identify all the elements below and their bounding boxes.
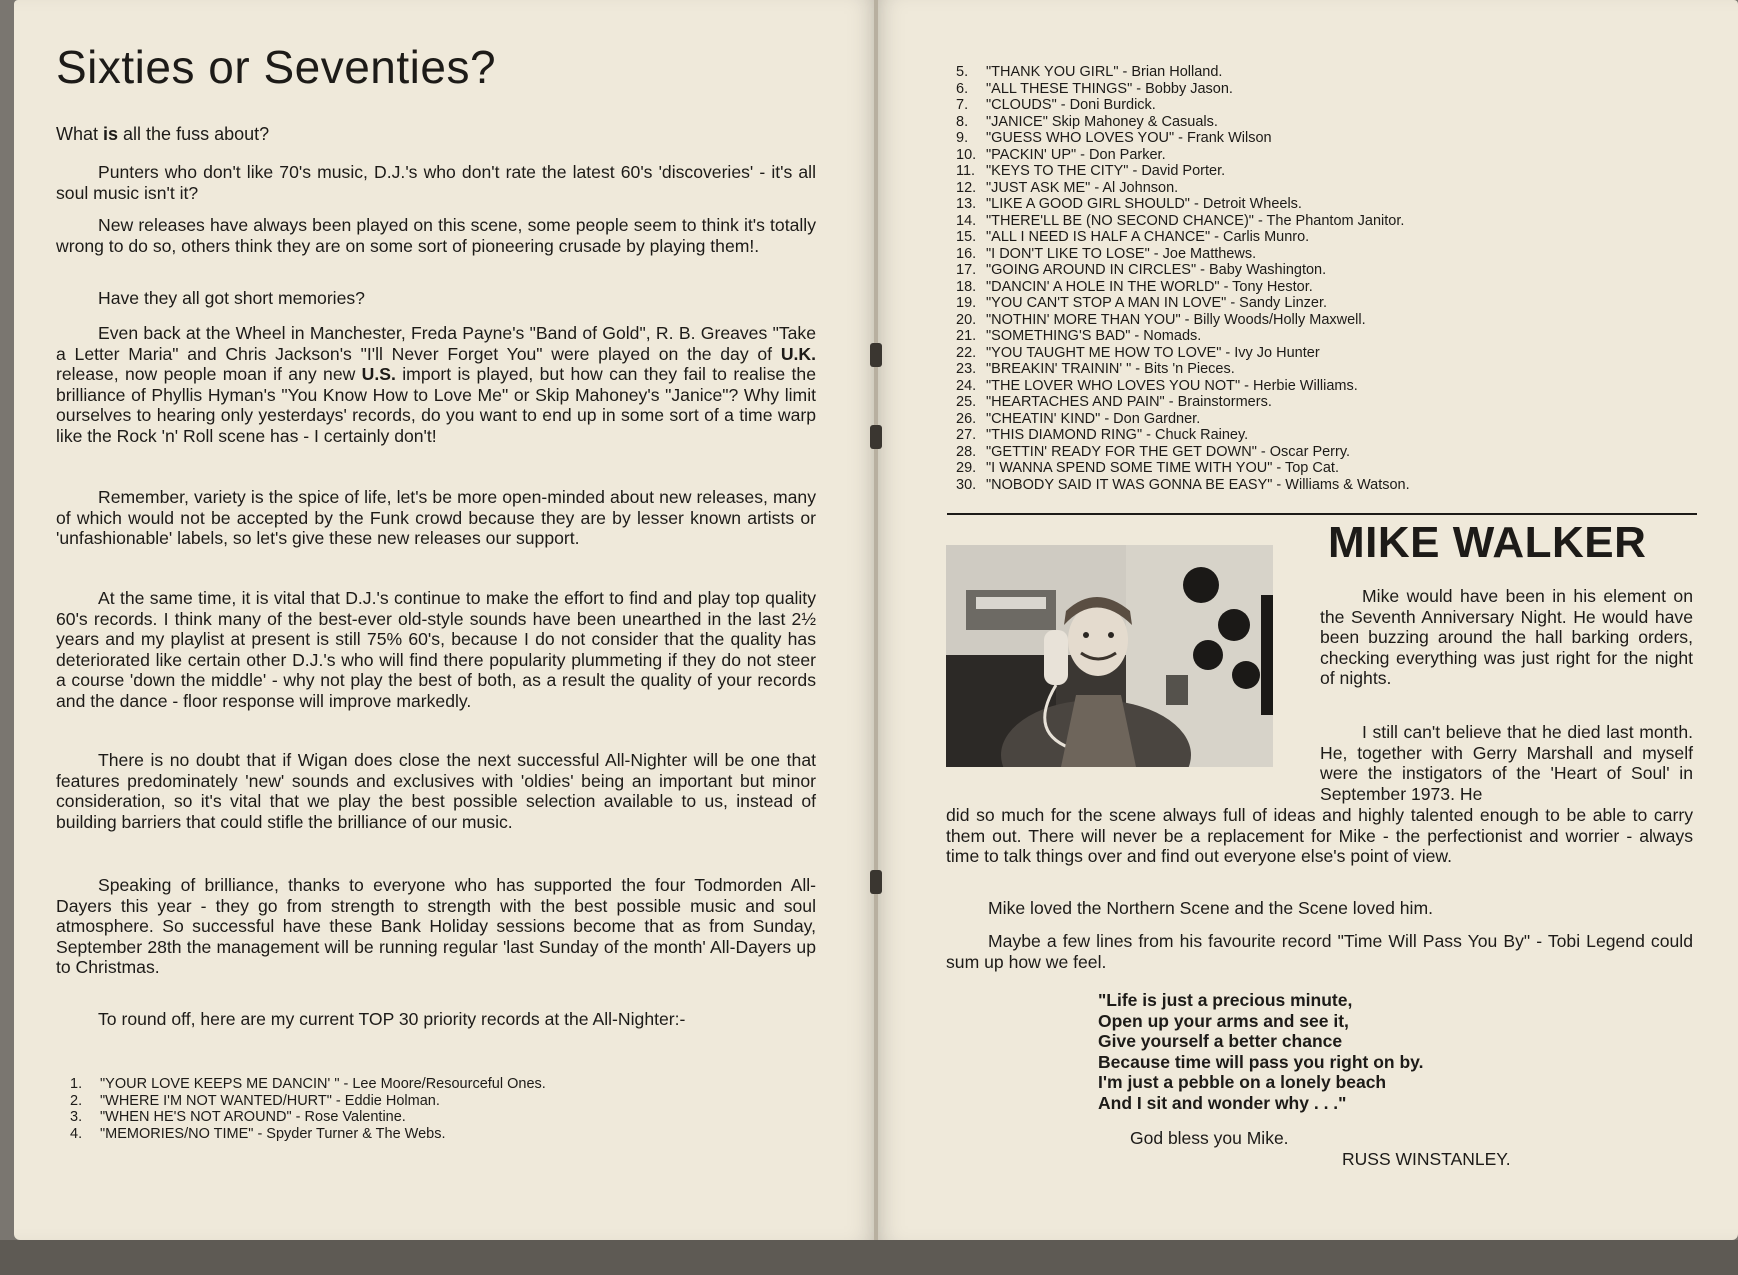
- list-item-text: "HEARTACHES AND PAIN" - Brainstormers.: [986, 394, 1272, 410]
- paragraph-3: Have they all got short memories?: [98, 288, 365, 308]
- list-item-number: 17.: [956, 262, 977, 278]
- list-item-text: "CHEATIN' KIND" - Don Gardner.: [986, 410, 1201, 427]
- list-item: [956, 361, 1410, 378]
- list-item: [956, 180, 1410, 197]
- list-item-number: 4.: [70, 1125, 83, 1142]
- tribute-paragraph-4: Maybe a few lines from his favourite record "Time Will Pass You By" - Tobi Legend could sum up how we feel.: [946, 931, 1693, 972]
- list-item: [70, 1093, 546, 1110]
- list-item-number: 26.: [956, 410, 977, 427]
- list-item: [956, 81, 1410, 98]
- list-item-text: "I WANNA SPEND SOME TIME WITH YOU" - Top Cat.: [986, 460, 1339, 476]
- staple-mid: [870, 425, 882, 449]
- list-item: [70, 1109, 546, 1126]
- mike-walker-photo: [946, 545, 1273, 767]
- list-item: [956, 477, 1410, 494]
- table-surface: [0, 1240, 1738, 1275]
- list-item: [956, 213, 1410, 230]
- paragraph-6: At the same time, it is vital that D.J.'s continue to make the effort to find and play top quality 60's records. I think many of the best-ever old-style sounds have been unearthed in the last 2½ years and my playlist at present is still 75% 60's, because I do not consider that the quality has deteriorated like certain other D.J.'s who will find there popularity plummeting if they do not steer a course 'down the middle' - why not play the best of both, as a result the quality of your records and the dance - floor response will improve markedly.: [56, 588, 816, 711]
- list-item-number: 9.: [956, 130, 969, 146]
- list-item-text: "PACKIN' UP" - Don Parker.: [986, 146, 1166, 163]
- list-item-text: "THE LOVER WHO LOVES YOU NOT" - Herbie Williams.: [986, 377, 1358, 394]
- tribute-paragraph-2: I still can't believe that he died last month. He, together with Gerry Marshall and myself were the instigators of the 'Heart of Soul' in September 1973. He: [1320, 722, 1693, 804]
- list-item-text: "BREAKIN' TRAININ' " - Bits 'n Pieces.: [986, 361, 1235, 377]
- paragraph-8: Speaking of brilliance, thanks to everyone who has supported the four Todmorden All-Dayers this year - they go from strength to strength with the best possible music and soul atmosphere. So successful have these Bank Holiday sessions become that as from Sunday, September 28th the management will be running regular 'last Sunday of the month' All-Dayers up to Christmas.: [56, 875, 816, 977]
- list-item-text: "THANK YOU GIRL" - Brian Holland.: [986, 64, 1223, 80]
- list-item: [70, 1126, 546, 1143]
- list-item-text: "LIKE A GOOD GIRL SHOULD" - Detroit Wheels.: [986, 196, 1302, 212]
- list-item-text: "SOMETHING'S BAD" - Nomads.: [986, 328, 1202, 344]
- list-item-text: "NOBODY SAID IT WAS GONNA BE EASY" - Williams & Watson.: [986, 476, 1410, 493]
- list-item-text: "YOU CAN'T STOP A MAN IN LOVE" - Sandy Linzer.: [986, 295, 1328, 311]
- blessing-line: God bless you Mike.: [1130, 1128, 1289, 1148]
- list-item-number: 1.: [70, 1076, 83, 1092]
- list-item: [956, 378, 1410, 395]
- list-item-number: 23.: [956, 361, 977, 377]
- list-item-number: 27.: [956, 427, 977, 443]
- top30-list-part1: [70, 1076, 546, 1142]
- list-item-number: 16.: [956, 245, 977, 262]
- list-item: [956, 460, 1410, 477]
- list-item-text: "NOTHIN' MORE THAN YOU" - Billy Woods/Holly Maxwell.: [986, 311, 1366, 328]
- list-item-number: 7.: [956, 97, 969, 113]
- list-item: [70, 1076, 546, 1093]
- list-item: [956, 328, 1410, 345]
- list-item: [956, 246, 1410, 263]
- list-item-text: "I DON'T LIKE TO LOSE" - Joe Matthews.: [986, 245, 1257, 262]
- list-item-text: "WHEN HE'S NOT AROUND" - Rose Valentine.: [100, 1109, 406, 1125]
- quote-line: Because time will pass you right on by.: [1098, 1051, 1424, 1072]
- list-item-number: 30.: [956, 476, 977, 493]
- list-item-text: "JUST ASK ME" - Al Johnson.: [986, 179, 1179, 196]
- list-item-text: "KEYS TO THE CITY" - David Porter.: [986, 163, 1226, 179]
- list-item-number: 15.: [956, 229, 977, 245]
- paragraph-5: Remember, variety is the spice of life, let's be more open-minded about new releases, many of which would not be accepted by the Funk crowd because they are by lesser known artists or 'unfashionable' labels, so let's give these new releases our support.: [56, 487, 816, 548]
- list-item-text: "JANICE" Skip Mahoney & Casuals.: [986, 113, 1218, 130]
- list-item: [956, 64, 1410, 81]
- list-item-text: "ALL I NEED IS HALF A CHANCE" - Carlis Munro.: [986, 229, 1310, 245]
- paragraph-7: There is no doubt that if Wigan does close the next successful All-Nighter will be one that features predominately 'new' sounds and exclusives with 'oldies' being an important but minor consideration, so it's vital that we play the best possible selection available to us, instead of building barriers that could stifle the brilliance of our music.: [56, 750, 816, 832]
- quote-line: "Life is just a precious minute,: [1098, 990, 1353, 1010]
- list-item: [956, 345, 1410, 362]
- tribute-paragraph-1: Mike would have been in his element on the Seventh Anniversary Night. He would have been buzzing around the hall barking orders, checking everything was just right for the night of nights.: [1320, 586, 1693, 688]
- list-item-number: 20.: [956, 311, 977, 328]
- list-item-number: 11.: [956, 163, 976, 179]
- list-item-number: 13.: [956, 196, 977, 212]
- list-item: [956, 394, 1410, 411]
- list-item-text: "GOING AROUND IN CIRCLES" - Baby Washington.: [986, 262, 1327, 278]
- list-item: [956, 229, 1410, 246]
- list-item-number: 3.: [70, 1109, 83, 1125]
- list-item: [956, 279, 1410, 296]
- list-item-number: 24.: [956, 377, 977, 394]
- list-item: [956, 295, 1410, 312]
- list-item: [956, 97, 1410, 114]
- list-item: [956, 444, 1410, 461]
- list-item: [956, 163, 1410, 180]
- staple-top: [870, 343, 882, 367]
- top30-list-part2: [956, 64, 1410, 493]
- tribute-title: MIKE WALKER: [1328, 518, 1647, 567]
- list-item-number: 19.: [956, 295, 977, 311]
- list-item-text: "THERE'LL BE (NO SECOND CHANCE)" - The Phantom Janitor.: [986, 212, 1405, 229]
- list-item-text: "GETTIN' READY FOR THE GET DOWN" - Oscar Perry.: [986, 443, 1351, 460]
- list-item-text: "MEMORIES/NO TIME" - Spyder Turner & The Webs.: [100, 1125, 446, 1142]
- list-item-number: 5.: [956, 64, 969, 80]
- list-item-number: 29.: [956, 460, 977, 476]
- quote-line: Open up your arms and see it,: [1098, 1010, 1349, 1031]
- list-item: [956, 130, 1410, 147]
- song-quote: [1098, 990, 1423, 1113]
- tribute-paragraph-2-cont: did so much for the scene always full of ideas and highly talented enough to be able to carry them out. There will never be a replacement for Mike - the perfectionist and worrier - always time to talk things over and find out everyone else's point of view.: [946, 805, 1693, 866]
- list-item: [956, 147, 1410, 164]
- list-item-number: 14.: [956, 212, 977, 229]
- book-spine: [874, 0, 878, 1240]
- list-item-number: 25.: [956, 394, 977, 410]
- list-item-number: 22.: [956, 344, 977, 361]
- list-item-number: 12.: [956, 179, 977, 196]
- list-item-text: "GUESS WHO LOVES YOU" - Frank Wilson: [986, 130, 1272, 146]
- paragraph-9: To round off, here are my current TOP 30 priority records at the All-Nighter:-: [98, 1009, 686, 1029]
- list-item-number: 28.: [956, 443, 977, 460]
- quote-line: I'm just a pebble on a lonely beach: [1098, 1072, 1387, 1092]
- list-item-number: 8.: [956, 113, 969, 130]
- author-signature: RUSS WINSTANLEY.: [1342, 1149, 1511, 1169]
- list-item-text: "ALL THESE THINGS" - Bobby Jason.: [986, 80, 1233, 97]
- list-item-number: 6.: [956, 80, 969, 97]
- list-item-text: "DANCIN' A HOLE IN THE WORLD" - Tony Hestor.: [986, 278, 1313, 295]
- quote-line: And I sit and wonder why . . .": [1098, 1092, 1347, 1113]
- staple-bottom: [870, 870, 882, 894]
- paragraph-1: Punters who don't like 70's music, D.J.'s who don't rate the latest 60's 'discoveries' - it's all soul music isn't it?: [56, 162, 816, 203]
- list-item: [956, 114, 1410, 131]
- list-item-number: 10.: [956, 146, 977, 163]
- list-item: [956, 427, 1410, 444]
- article-subhead: What is all the fuss about?: [56, 124, 270, 144]
- article-title: Sixties or Seventies?: [56, 41, 497, 93]
- paragraph-4: Even back at the Wheel in Manchester, Freda Payne's "Band of Gold", R. B. Greaves "Take a Letter Maria" and Chris Jackson's "I'll Never Forget You" were played on the day of U.K. release, now people moan if any new U.S. import is played, but how can they fail to realise the brilliance of Phyllis Hyman's "You Know How to Love Me" or Skip Mahoney's "Janice"? Why limit ourselves to hearing only yesterdays' records, do you want to end up in some sort of a time warp like the Rock 'n' Roll scene has - I certainly don't!: [56, 323, 816, 446]
- tribute-paragraph-3: Mike loved the Northern Scene and the Scene loved him.: [988, 898, 1433, 918]
- list-item-text: "YOU TAUGHT ME HOW TO LOVE" - Ivy Jo Hunter: [986, 344, 1320, 361]
- list-item: [956, 196, 1410, 213]
- list-item-number: 2.: [70, 1092, 83, 1109]
- list-item-text: "THIS DIAMOND RING" - Chuck Rainey.: [986, 427, 1249, 443]
- list-item: [956, 411, 1410, 428]
- paragraph-2: New releases have always been played on this scene, some people seem to think it's totally wrong to do so, others think they are on some sort of pioneering crusade by playing them!.: [56, 215, 816, 256]
- list-item: [956, 312, 1410, 329]
- list-item-text: "YOUR LOVE KEEPS ME DANCIN' " - Lee Moore/Resourceful Ones.: [100, 1076, 546, 1092]
- list-item-number: 18.: [956, 278, 977, 295]
- section-divider: [947, 513, 1697, 515]
- list-item: [956, 262, 1410, 279]
- list-item-text: "WHERE I'M NOT WANTED/HURT" - Eddie Holman.: [100, 1092, 440, 1109]
- quote-line: Give yourself a better chance: [1098, 1031, 1343, 1051]
- list-item-text: "CLOUDS" - Doni Burdick.: [986, 97, 1156, 113]
- list-item-number: 21.: [956, 328, 977, 344]
